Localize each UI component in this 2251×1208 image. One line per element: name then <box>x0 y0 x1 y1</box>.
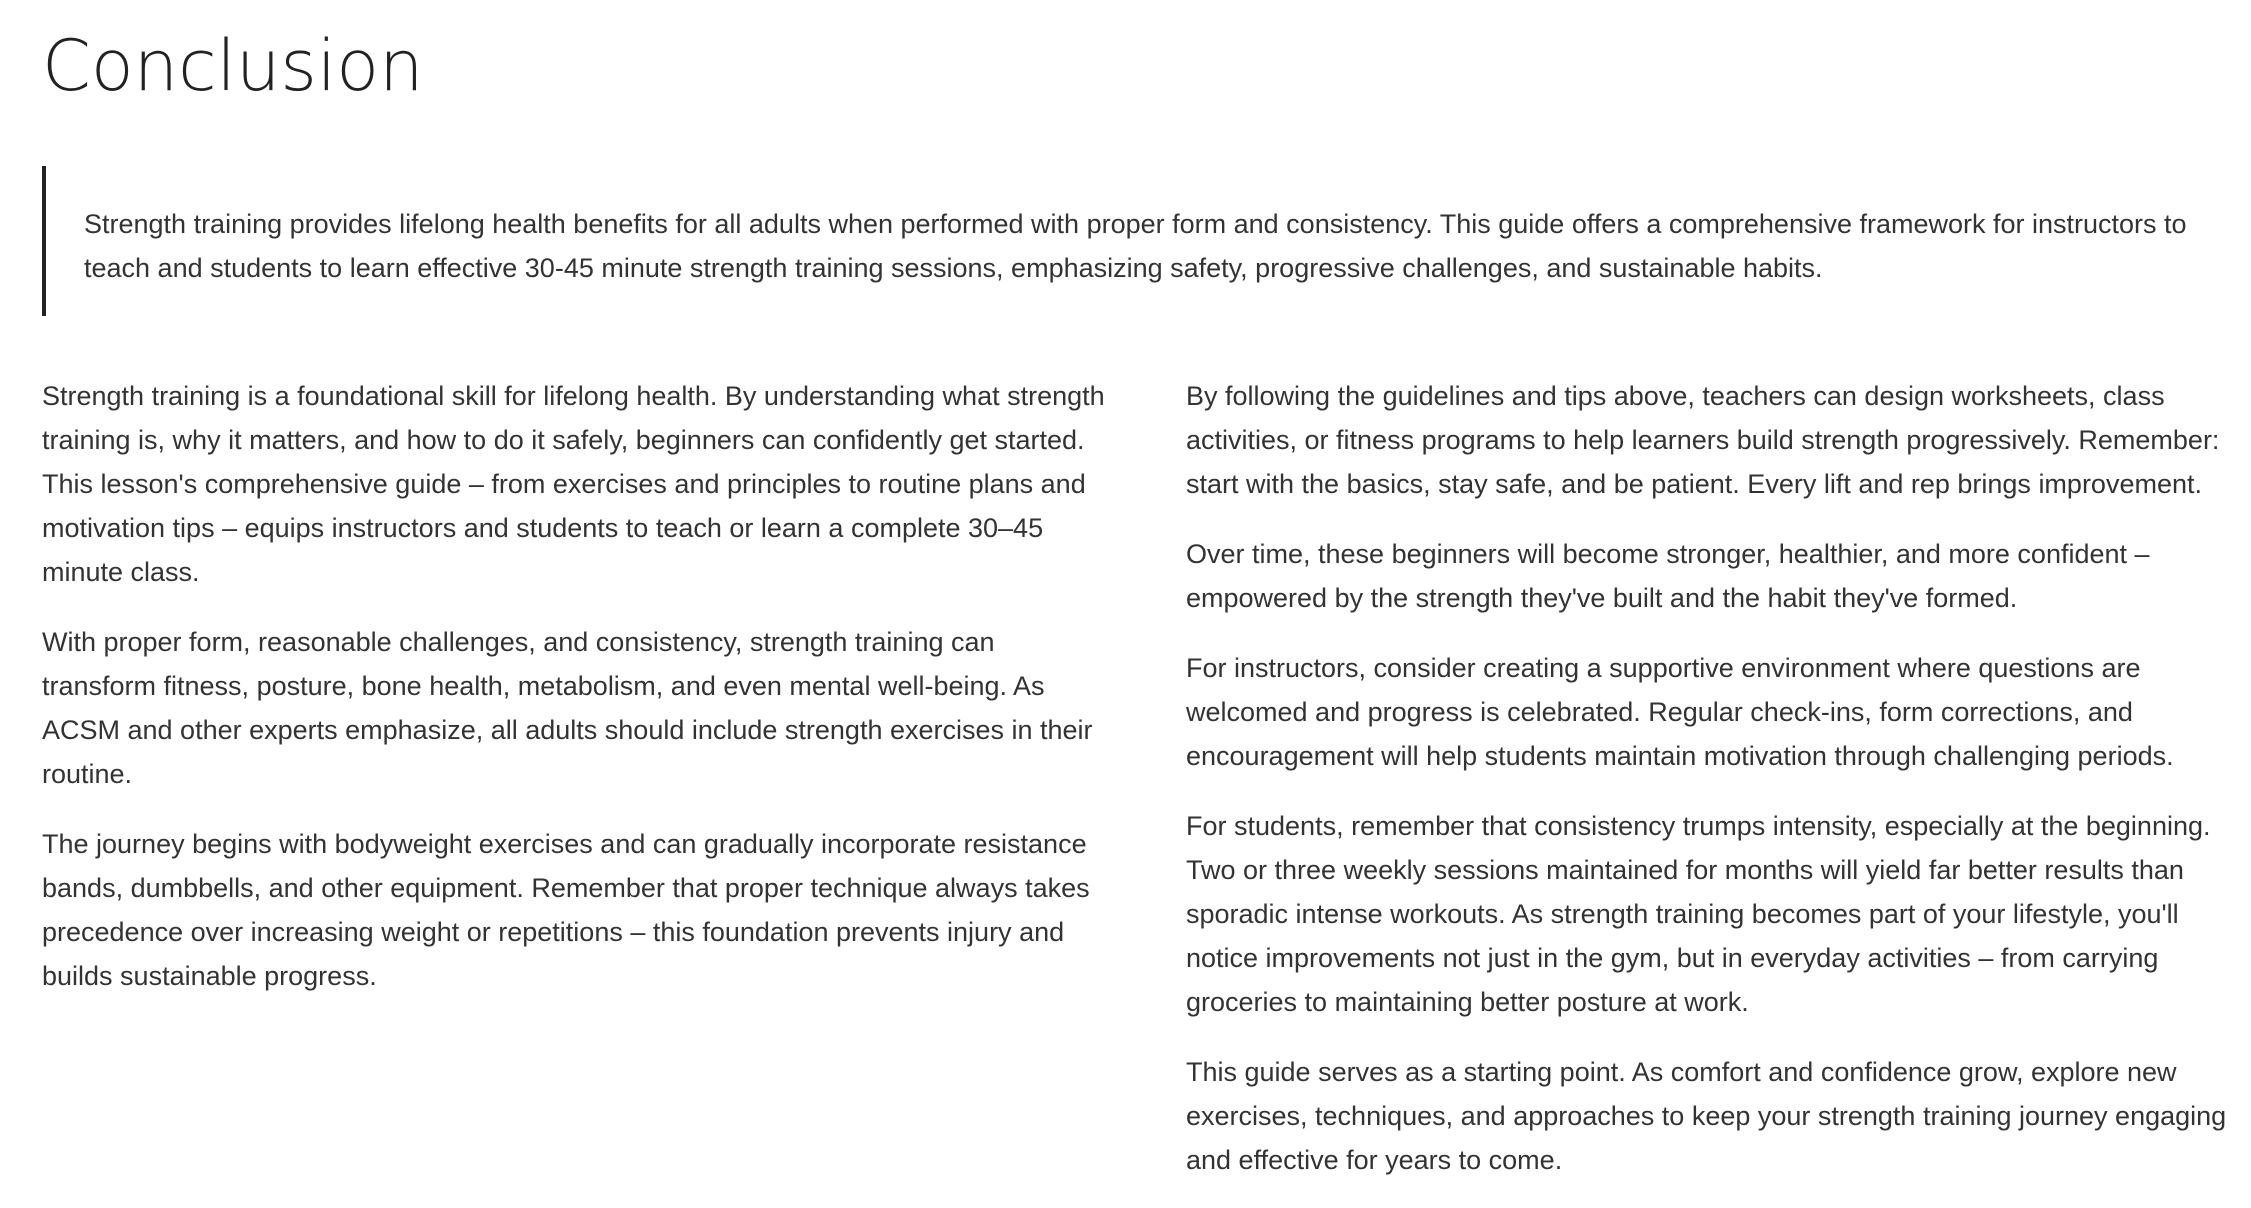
paragraph: For instructors, consider creating a supportive environment where questions are welcomed and progress is celebrated. Regular check-ins, form corrections, and encouragement will help students maintain motivation through challenging periods. <box>1186 653 2174 771</box>
paragraph: By following the guidelines and tips above, teachers can design worksheets, class activities, or fitness programs to help learners build strength progressively. Remember: start with the basics, stay safe, and be patient. Every lift and rep brings improvement. <box>1186 381 2220 499</box>
paragraph: Strength training is a foundational skill for lifelong health. By understanding what strength training is, why it matters, and how to do it safely, beginners can confidently get started. This lesson's comprehensive guide – from exercises and principles to routine plans and motivation tips – equips instructors and students to teach or learn a complete 30–45 minute class. <box>42 381 1105 587</box>
paragraph: The journey begins with bodyweight exercises and can gradually incorporate resistance bands, dumbbells, and other equipment. Remember that proper technique always takes precedence over increasing weight or repetitions – this foundation prevents injury and builds sustainable progress. <box>42 829 1090 991</box>
left-column <box>42 374 1110 1024</box>
paragraph: Over time, these beginners will become stronger, healthier, and more confident – empowered by the strength they've built and the habit they've formed. <box>1186 539 2150 613</box>
page-title: Conclusion <box>42 25 424 107</box>
callout-text: Strength training provides lifelong health benefits for all adults when performed with proper form and consistency. This guide offers a comprehensive framework for instructors to teach and students to learn effective 30-45 minute strength training sessions, emphasizing safety, progressive challenges, and sustainable habits. <box>84 209 2187 283</box>
paragraph: For students, remember that consistency trumps intensity, especially at the beginning. Two or three weekly sessions maintained for months will yield far better results than sporadic intense workouts. As strength training becomes part of your lifestyle, you'll notice improvements not just in the gym, but in everyday activities – from carrying groceries to maintaining better posture at work. <box>1186 811 2211 1017</box>
paragraph: With proper form, reasonable challenges, and consistency, strength training can transform fitness, posture, bone health, metabolism, and even mental well-being. As ACSM and other experts emphasize, all adults should include strength exercises in their routine. <box>42 627 1093 789</box>
paragraph: This guide serves as a starting point. As comfort and confidence grow, explore new exercises, techniques, and approaches to keep your strength training journey engaging and effective for years to come. <box>1186 1057 2227 1175</box>
summary-callout <box>42 166 2232 316</box>
right-column <box>1186 374 2236 1208</box>
